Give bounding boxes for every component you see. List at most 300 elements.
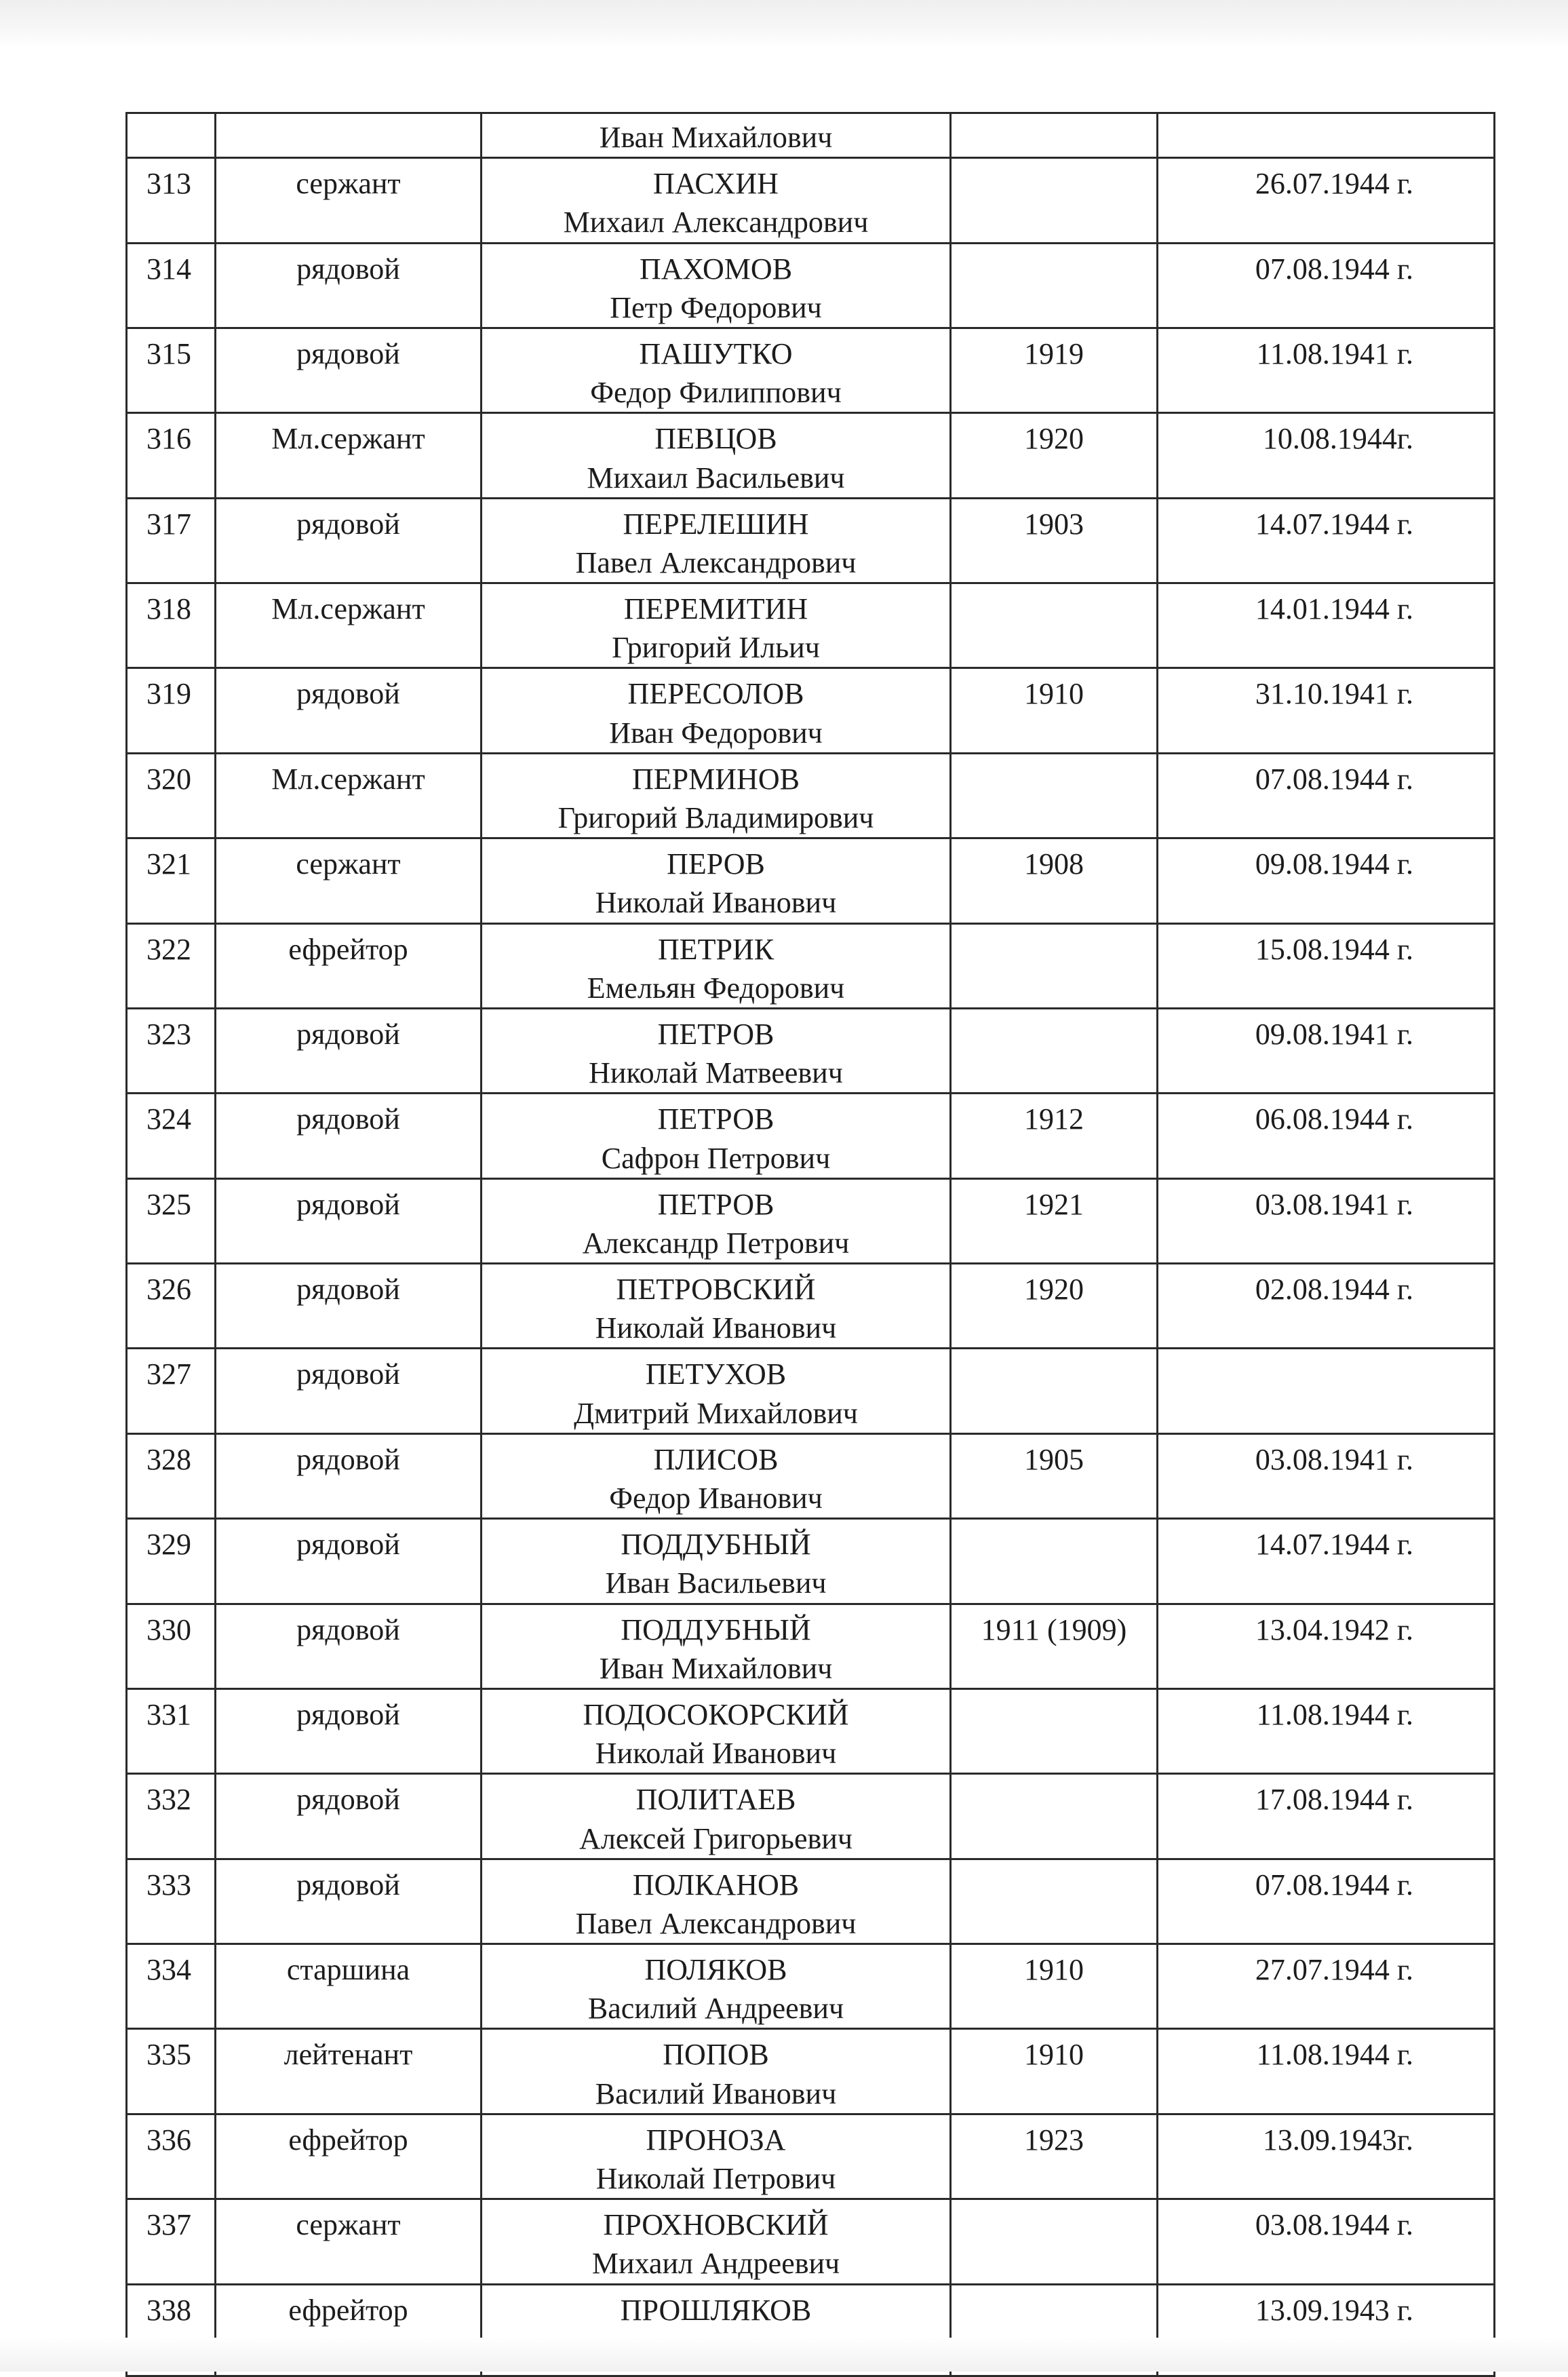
table-row [127,2029,1495,2114]
given-name: Михаил Андреевич [591,2247,840,2281]
date-cell [1158,753,1495,838]
table-row [127,1178,1495,1263]
given-name: Иван Михайлович [599,121,833,154]
rank-cell [216,413,482,498]
rank-cell [216,1774,482,1859]
rank-cell [216,1264,482,1349]
surname: ПОЛЯКОВ [644,1953,787,1987]
rank-cell [216,2114,482,2199]
full-name [482,1009,949,1092]
given-name: Михаил Александрович [563,206,869,239]
num-cell [127,923,216,1008]
birth-year: 1908 [1024,847,1084,881]
year-cell [951,668,1158,753]
full-name [482,1690,949,1773]
year-cell [951,113,1158,158]
rank: рядовой [296,336,400,370]
given-name: Федор Иванович [609,1482,823,1515]
table-row [127,328,1495,412]
year-cell [951,583,1158,668]
rank: рядовой [296,1442,400,1476]
date: 11.08.1941 г. [1256,336,1413,370]
rank: старшина [286,1953,410,1987]
given-name: Сафрон Петрович [601,1141,831,1175]
name-cell [482,1944,951,2029]
full-name [482,2115,949,2198]
table-row [127,158,1495,243]
rank: сержант [296,847,401,881]
surname: ПЕРЕСОЛОВ [627,677,804,711]
num-cell [127,1264,216,1349]
birth-year: 1911 (1909) [981,1612,1127,1646]
date-cell [1158,243,1495,328]
given-name: Николай Иванович [595,1311,837,1345]
given-name: Емельян Федорович [587,971,845,1005]
date-cell [1158,1094,1495,1178]
date-cell [1158,1178,1495,1263]
full-name [482,584,949,667]
full-name [482,499,949,582]
scan-top-shade [0,0,1568,47]
birth-year [952,925,1156,930]
row-number: 313 [146,167,191,201]
full-name [482,839,949,922]
num-cell [127,1688,216,1773]
date-cell [1158,113,1495,158]
num-cell [127,1094,216,1178]
full-name [482,329,949,412]
table-row [127,1433,1495,1518]
full-name [482,1180,949,1262]
birth-year: 1905 [1024,1442,1084,1476]
name-cell [482,1094,951,1178]
num-cell [127,1433,216,1518]
num-cell [127,328,216,412]
year-cell [951,2114,1158,2199]
rank-cell [216,1433,482,1518]
full-name [482,1945,949,2028]
rank: ефрейтор [288,932,408,966]
rank: рядовой [296,1783,400,1817]
date-cell [1158,1264,1495,1349]
num-cell [127,1604,216,1688]
table-row [127,1349,1495,1433]
rank: рядовой [296,677,400,711]
birth-year: 1920 [1024,422,1084,456]
row-number: 319 [146,677,191,711]
year-cell [951,1774,1158,1859]
num-cell [127,668,216,753]
surname: ПАШУТКО [639,336,793,370]
given-name: Николай Матвеевич [589,1056,843,1090]
num-cell [127,753,216,838]
rank: рядовой [296,1273,400,1307]
row-number: 337 [146,2208,191,2242]
name-cell [482,753,951,838]
table-row [127,413,1495,498]
row-number: 322 [146,932,191,966]
table-row [127,1094,1495,1178]
num-cell [127,113,216,158]
rank: ефрейтор [288,2293,408,2327]
row-number: 336 [146,2123,191,2157]
full-name [482,754,949,837]
name-cell [482,158,951,243]
rank-cell [216,498,482,583]
rank: рядовой [296,1697,400,1731]
given-name: Николай Иванович [595,886,837,920]
row-number: 329 [146,1528,191,1562]
rank-cell [216,1604,482,1688]
rank-cell [216,113,482,158]
given-name: Иван Васильевич [605,1566,827,1600]
given-name: Иван Михайлович [599,1651,833,1685]
num-cell [127,2199,216,2284]
table-row [127,668,1495,753]
given-name: Василий Андреевич [587,1992,844,2026]
surname: ПЕВЦОВ [654,422,777,456]
row-number: 321 [146,847,191,881]
name-cell [482,838,951,923]
name-cell [482,668,951,753]
year-cell [951,923,1158,1008]
num-cell [127,498,216,583]
name-cell [482,113,951,158]
carry-over-row [127,113,1495,158]
surname: ПРОХНОВСКИЙ [603,2208,829,2242]
full-name [482,1520,949,1602]
name-cell [482,1264,951,1349]
date-cell [1158,328,1495,412]
num-cell [127,1178,216,1263]
date: 17.08.1944 г. [1255,1783,1413,1817]
name-cell [482,923,951,1008]
date: 13.04.1942 г. [1255,1612,1413,1646]
year-cell [951,1688,1158,1773]
date-cell [1158,668,1495,753]
date-cell [1158,1604,1495,1688]
rank-cell [216,753,482,838]
rank-cell [216,1944,482,2029]
date: 15.08.1944 г. [1255,932,1413,966]
num-cell [127,243,216,328]
given-name: Михаил Васильевич [587,461,845,495]
rank-cell [216,2029,482,2114]
table-row [127,2114,1495,2199]
full-name [482,925,949,1007]
table-row [127,923,1495,1008]
num-cell [127,1008,216,1093]
birth-year [952,1520,1156,1525]
year-cell [951,2199,1158,2284]
name-cell [482,498,951,583]
year-cell [951,753,1158,838]
date-cell [1158,413,1495,498]
rank: Мл.сержант [271,422,425,456]
rank: рядовой [296,1017,400,1051]
date-cell [1158,1008,1495,1093]
year-cell [951,1604,1158,1688]
full-name [482,1094,949,1177]
date-cell [1158,2029,1495,2114]
date: 14.07.1944 г. [1255,1528,1413,1562]
full-name [482,1435,949,1518]
rank: рядовой [296,1612,400,1646]
birth-year [952,244,1156,250]
birth-year: 1912 [1024,1102,1084,1136]
surname: ПОЛКАНОВ [632,1868,800,1901]
name-cell [482,1008,951,1093]
rank-cell [216,1178,482,1263]
date [1158,1349,1493,1355]
row-number: 318 [146,592,191,626]
year-cell [951,413,1158,498]
date: 11.08.1944 г. [1256,2038,1413,2072]
year-cell [951,1264,1158,1349]
surname: ПЕТРОВСКИЙ [616,1273,816,1307]
surname: ПЛИСОВ [653,1442,779,1476]
row-number: 315 [146,336,191,370]
birth-year: 1903 [1024,507,1084,541]
given-name: Николай Иванович [595,1737,837,1771]
row-number: 333 [146,1868,191,1901]
rank: рядовой [296,507,400,541]
birth-year: 1923 [1024,2123,1084,2157]
surname: ПАСХИН [653,167,779,201]
rank-cell [216,158,482,243]
full-name [482,2200,949,2283]
table-row [127,1688,1495,1773]
surname: ПЕТРОВ [657,1102,775,1136]
num-cell [127,158,216,243]
name-cell [482,1433,951,1518]
date: 14.07.1944 г. [1255,507,1413,541]
rank-cell [216,1519,482,1604]
birth-year: 1919 [1024,336,1084,370]
rank: рядовой [296,1357,400,1391]
row-number: 327 [146,1357,191,1391]
full-name [482,1775,949,1857]
rank: рядовой [296,1187,400,1221]
birth-year: 1920 [1024,1273,1084,1307]
table-row [127,1008,1495,1093]
name-cell [482,1774,951,1859]
rank-cell [216,2199,482,2284]
num-cell [127,1774,216,1859]
name-cell [482,243,951,328]
year-cell [951,328,1158,412]
rank: Мл.сержант [271,762,425,796]
year-cell [951,1349,1158,1433]
year-cell [951,2029,1158,2114]
date: 31.10.1941 г. [1255,677,1413,711]
birth-year: 1921 [1024,1187,1084,1221]
date-cell [1158,1349,1495,1433]
birth-year: 1910 [1024,1953,1084,1987]
full-name [482,414,949,497]
num-cell [127,1944,216,2029]
row-number: 335 [146,2038,191,2072]
birth-year [952,1860,1156,1866]
row-number: 317 [146,507,191,541]
date-cell [1158,1433,1495,1518]
table-row [127,498,1495,583]
row-number: 328 [146,1442,191,1476]
birth-year [952,1775,1156,1780]
date: 13.09.1943г. [1262,2123,1413,2157]
rank: сержант [296,2208,401,2242]
scan-bottom-shade [0,2338,1568,2372]
row-number: 320 [146,762,191,796]
surname: ПЕРОВ [667,847,765,881]
rank: Мл.сержант [271,592,425,626]
birth-year [952,1009,1156,1015]
rank: рядовой [296,252,400,286]
rank: рядовой [296,1102,400,1136]
row-number: 332 [146,1783,191,1817]
full-name [482,669,949,752]
date-cell [1158,923,1495,1008]
num-cell [127,2114,216,2199]
given-name: Александр Петрович [582,1226,850,1260]
given-name: Николай Петрович [595,2162,836,2195]
full-name [482,244,949,327]
surname: ПАХОМОВ [639,252,793,286]
surname: ПЕТРОВ [657,1017,775,1051]
rank: ефрейтор [288,2123,408,2157]
table-row [127,1944,1495,2029]
rank: рядовой [296,1868,400,1901]
given-name: Павел Александрович [575,1906,857,1940]
birth-year [952,1349,1156,1355]
date-cell [1158,1774,1495,1859]
date: 27.07.1944 г. [1255,1953,1413,1987]
surname: ПОДОСОКОРСКИЙ [583,1697,849,1731]
surname: ПЕРМИНОВ [632,762,800,796]
date-cell [1158,583,1495,668]
given-name: Григорий Владимирович [557,801,874,834]
table-row [127,753,1495,838]
year-cell [951,498,1158,583]
year-cell [951,1433,1158,1518]
birth-year [952,2285,1156,2291]
surname: ПОДДУБНЫЙ [621,1528,811,1562]
year-cell [951,1519,1158,1604]
date-cell [1158,498,1495,583]
date-cell [1158,158,1495,243]
surname: ПЕТУХОВ [645,1357,787,1391]
date: 13.09.1943 г. [1255,2293,1413,2327]
name-cell [482,1859,951,1944]
date-cell [1158,2114,1495,2199]
full-name [482,1860,949,1943]
name-cell [482,1349,951,1433]
date-cell [1158,1519,1495,1604]
table-row [127,1264,1495,1349]
table-row [127,583,1495,668]
full-name [482,1264,949,1347]
rank-cell [216,328,482,412]
row-number: 330 [146,1612,191,1646]
surname: ПРОШЛЯКОВ [620,2293,812,2327]
num-cell [127,838,216,923]
num-cell [127,2029,216,2114]
surname: ПОДДУБНЫЙ [621,1612,811,1646]
table-row [127,838,1495,923]
year-cell [951,1178,1158,1263]
date: 02.08.1944 г. [1255,1273,1413,1307]
given-name: Василий Иванович [595,2076,837,2110]
date: 11.08.1944 г. [1256,1697,1413,1731]
rank-cell [216,1859,482,1944]
surname: ПОПОВ [663,2038,769,2072]
given-name: Иван Федорович [609,716,823,750]
name-cell [482,1178,951,1263]
name-cell [482,413,951,498]
table-row [127,2199,1495,2284]
year-cell [951,158,1158,243]
given-name: Дмитрий Михайлович [574,1396,858,1430]
roster-table-body [127,113,1495,2376]
num-cell [127,413,216,498]
rank: сержант [296,167,401,201]
year-cell [951,1859,1158,1944]
date-cell [1158,2199,1495,2284]
full-name [482,1605,949,1688]
row-number: 326 [146,1273,191,1307]
rank-cell [216,1688,482,1773]
row-number: 323 [146,1017,191,1051]
table-row [127,1604,1495,1688]
date-cell [1158,1944,1495,2029]
rank-cell [216,923,482,1008]
birth-year [952,159,1156,164]
row-number: 316 [146,422,191,456]
year-cell [951,1094,1158,1178]
table-row [127,243,1495,328]
given-name: Федор Филиппович [590,376,842,410]
table-row [127,1774,1495,1859]
date-cell [1158,838,1495,923]
date: 10.08.1944г. [1262,422,1413,456]
rank-cell [216,668,482,753]
date: 06.08.1944 г. [1255,1102,1413,1136]
year-cell [951,838,1158,923]
given-name: Алексей Григорьевич [579,1821,852,1855]
given-name: Петр Федорович [610,290,822,324]
row-number: 324 [146,1102,191,1136]
num-cell [127,1859,216,1944]
birth-year [952,584,1156,590]
given-name: Григорий Ильич [612,631,820,665]
row-number: 338 [146,2293,191,2327]
rank-cell [216,243,482,328]
num-cell [127,583,216,668]
year-cell [951,1008,1158,1093]
rank: лейтенант [283,2038,413,2072]
birth-year: 1910 [1024,2038,1084,2072]
date: 09.08.1944 г. [1255,847,1413,881]
roster-table [125,112,1495,2377]
num-cell [127,1349,216,1433]
surname: ПЕТРОВ [657,1187,775,1221]
row-number: 334 [146,1953,191,1987]
surname: ПОЛИТАЕВ [635,1783,796,1817]
birth-year [952,1690,1156,1695]
rank-cell [216,1008,482,1093]
name-cell [482,1519,951,1604]
name-cell [482,583,951,668]
